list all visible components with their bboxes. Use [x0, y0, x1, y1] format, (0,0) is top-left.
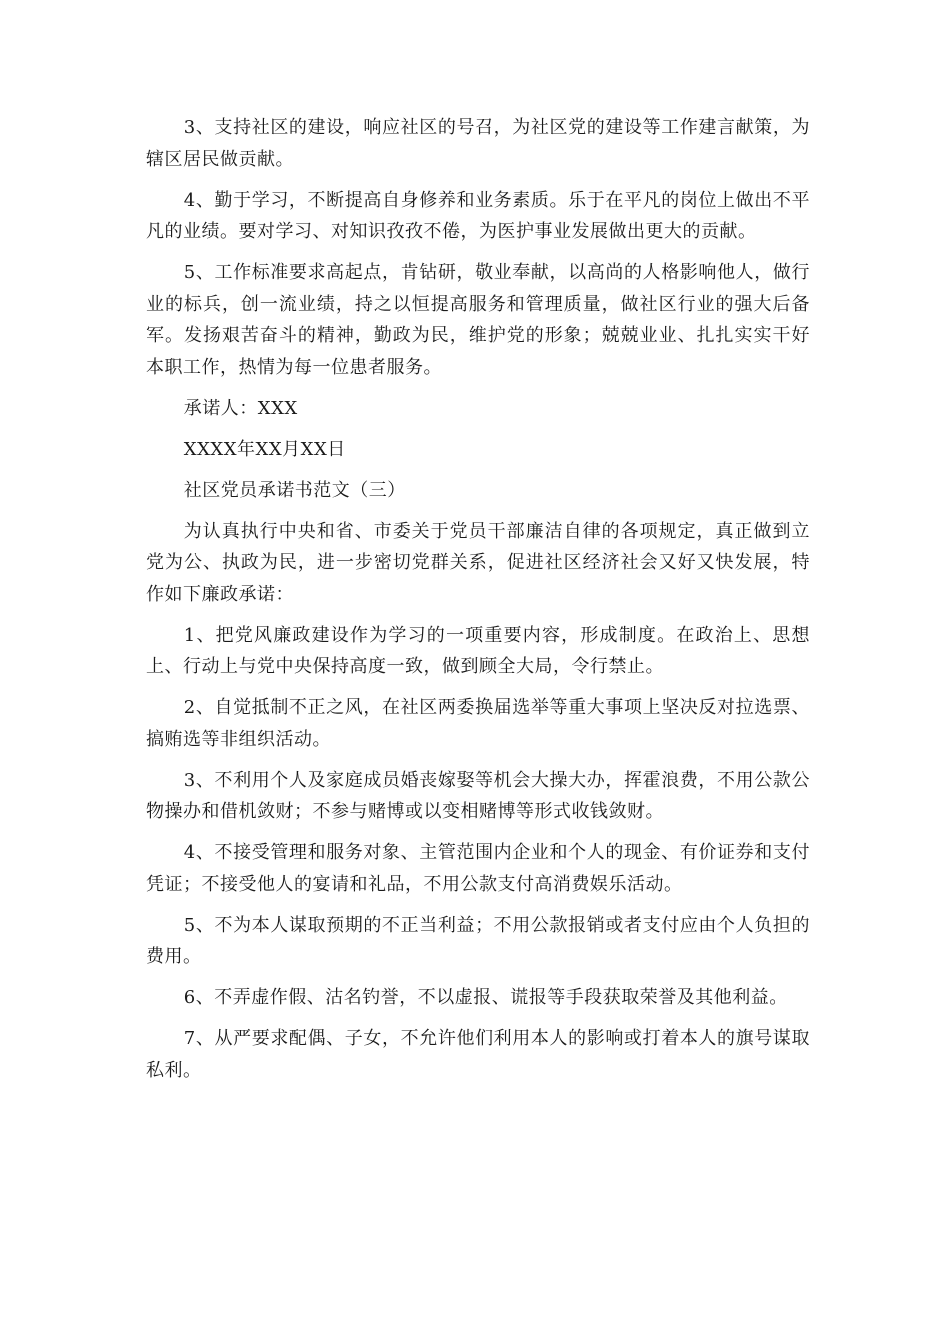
paragraph-bottom-3: 3、不利用个人及家庭成员婚丧嫁娶等机会大操大办，挥霍浪费，不用公款公物操办和借机敛财；不参与赌博或以变相赌博等形式收钱敛财。 [146, 769, 810, 822]
section-title: 社区党员承诺书范文（三） [183, 479, 406, 501]
paragraph-bottom-2: 2、自觉抵制不正之风，在社区两委换届选举等重大事项上坚决反对拉选票、搞贿选等非组织活动。 [146, 697, 810, 750]
paragraph-bottom-7: 7、从严要求配偶、子女，不允许他们利用本人的影响或打着本人的旗号谋取私利。 [146, 1028, 810, 1081]
paragraph-top-4: 4、勤于学习，不断提高自身修养和业务素质。乐于在平凡的岗位上做出不平凡的业绩。要对学习、对知识孜孜不倦，为医护事业发展做出更大的贡献。 [146, 189, 810, 242]
date-line: XXXX年XX月XX日 [183, 438, 346, 460]
signer-line: 承诺人：XXX [183, 397, 298, 419]
paragraph-bottom-1: 1、把党风廉政建设作为学习的一项重要内容，形成制度。在政治上、思想上、行动上与党中央保持高度一致，做到顾全大局，令行禁止。 [146, 624, 810, 677]
paragraph-bottom-4: 4、不接受管理和服务对象、主管范围内企业和个人的现金、有价证券和支付凭证；不接受他人的宴请和礼品，不用公款支付高消费娱乐活动。 [146, 842, 810, 895]
intro-paragraph: 为认真执行中央和省、市委关于党员干部廉洁自律的各项规定，真正做到立党为公、执政为民，进一步密切党群关系，促进社区经济社会又好又快发展，特作如下廉政承诺： [146, 520, 810, 605]
document-body [146, 112, 810, 1096]
paragraph-bottom-6: 6、不弄虚作假、沽名钓誉，不以虚报、谎报等手段获取荣誉及其他利益。 [183, 987, 788, 1008]
paragraph-top-5: 5、工作标准要求高起点，肯钻研，敬业奉献，以高尚的人格影响他人，做行业的标兵，创一流业绩，持之以恒提高服务和管理质量，做社区行业的强大后备军。发扬艰苦奋斗的精神，勤政为民，维护党的形象；兢兢业业、扎扎实实干好本职工作，热情为每一位患者服务。 [146, 262, 810, 378]
paragraph-bottom-5: 5、不为本人谋取预期的不正当利益；不用公款报销或者支付应由个人负担的费用。 [146, 914, 810, 967]
paragraph-top-3: 3、支持社区的建设，响应社区的号召，为社区党的建设等工作建言献策，为辖区居民做贡献。 [146, 117, 810, 170]
